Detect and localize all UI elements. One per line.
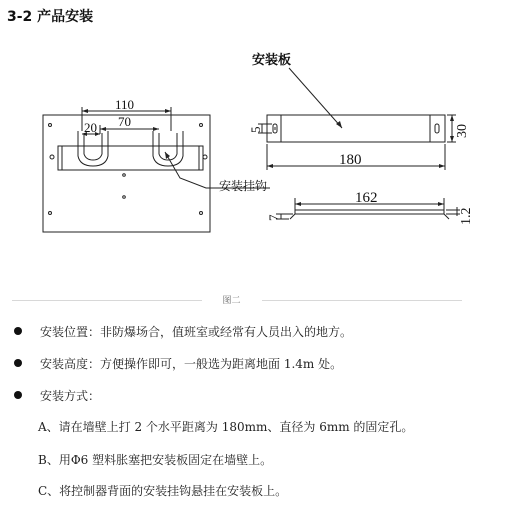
step-a: A、请在墙壁上打 2 个水平距离为 180mm、直径为 6mm 的固定孔。 bbox=[38, 420, 414, 434]
dim-20: 20 bbox=[84, 120, 97, 135]
panel-hole bbox=[123, 174, 126, 177]
hook-bar bbox=[58, 146, 203, 170]
bullet-dot-icon bbox=[14, 359, 22, 367]
label-mounting-hook: 安装挂钩 bbox=[219, 179, 268, 193]
panel-hole bbox=[49, 124, 52, 127]
right-hook bbox=[153, 131, 183, 166]
panel-hole bbox=[123, 196, 126, 199]
bullet-text: 安装位置：非防爆场合，值班室或经常有人员出入的地方。 bbox=[40, 325, 353, 339]
figure-caption: 图二 bbox=[222, 296, 241, 306]
dim-30: 30 bbox=[455, 124, 470, 138]
dim-1-2: 1.2 bbox=[459, 207, 474, 225]
dim-70: 70 bbox=[118, 114, 131, 129]
label-mounting-plate: 安装板 bbox=[252, 52, 292, 67]
dim-162: 162 bbox=[355, 190, 378, 206]
step-b: B、用Φ6 塑料胀塞把安装板固定在墙壁上。 bbox=[38, 453, 273, 467]
bullet-install-method bbox=[14, 387, 100, 404]
section-title: 3-2 产品安装 bbox=[7, 9, 94, 25]
bullet-dot-icon bbox=[14, 391, 22, 399]
dim-5: 5 bbox=[248, 126, 263, 133]
mounting-plate-side bbox=[295, 210, 444, 214]
bullet-install-height bbox=[14, 355, 342, 372]
panel-hole bbox=[200, 212, 203, 215]
bullet-dot-icon bbox=[14, 327, 22, 335]
dim-7: 7 bbox=[266, 214, 281, 221]
dim-110: 110 bbox=[115, 97, 135, 112]
dim-180: 180 bbox=[339, 152, 362, 168]
panel-hole bbox=[49, 212, 52, 215]
mounting-plate-front bbox=[267, 115, 445, 142]
step-c: C、将控制器背面的安装挂钩悬挂在安装板上。 bbox=[38, 484, 288, 498]
plate-leader bbox=[289, 68, 342, 128]
panel-hole bbox=[200, 124, 203, 127]
bullet-text: 安装高度：方便操作即可，一般选为距离地面 1.4m 处。 bbox=[40, 357, 343, 371]
controller-back-panel bbox=[43, 115, 210, 232]
left-hook bbox=[78, 131, 108, 166]
bullet-install-location bbox=[14, 323, 352, 340]
bullet-text: 安装方式： bbox=[40, 389, 101, 403]
